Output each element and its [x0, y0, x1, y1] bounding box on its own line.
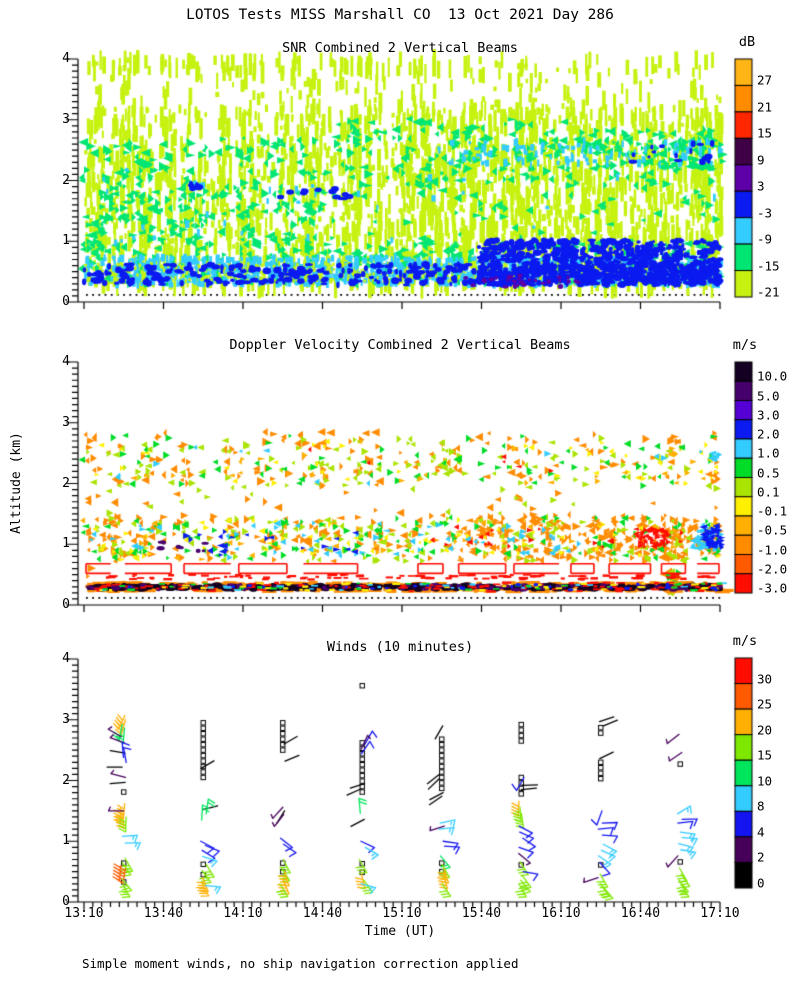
snr-panel-title: SNR Combined 2 Vertical Beams	[282, 40, 518, 56]
colorbar-tick-label: 1.0	[757, 445, 780, 461]
x-tick-label: 13:40	[143, 906, 184, 921]
x-tick-label: 16:10	[541, 906, 581, 921]
x-axis-label: Time (UT)	[364, 924, 436, 939]
snr-colorbar-title: dB	[738, 34, 756, 50]
colorbar-tick-label: -3.0	[757, 580, 788, 596]
winds-panel-title: Winds (10 minutes)	[326, 639, 474, 655]
colorbar-tick-label: 27	[757, 72, 773, 88]
colorbar-tick-label: 20	[757, 722, 773, 738]
colorbar-tick-label: 3	[757, 178, 765, 194]
colorbar-tick-label: 3.0	[757, 407, 780, 423]
x-tick-label: 17:10	[700, 906, 740, 921]
colorbar-tick-label: 21	[757, 99, 773, 115]
colorbar-tick-label: -15	[757, 257, 780, 273]
colorbar-tick-label: -21	[757, 284, 780, 300]
y-tick-label: 4	[62, 651, 70, 667]
colorbar-tick-label: -1.0	[757, 541, 788, 557]
y-tick-label: 2	[62, 772, 70, 788]
x-tick-label: 13:10	[64, 906, 104, 921]
x-tick-label: 16:40	[620, 906, 661, 921]
y-tick-label: 3	[62, 414, 70, 430]
colorbar-tick-label: 30	[757, 670, 773, 686]
colorbar-tick-label: 2	[757, 849, 765, 865]
y-axis-label: Altitude (km)	[9, 432, 25, 534]
colorbar-tick-label: 0.5	[757, 464, 780, 480]
y-tick-label: 0	[62, 294, 70, 310]
y-tick-label: 0	[62, 894, 70, 910]
x-tick-label: 14:40	[302, 906, 343, 921]
colorbar-tick-label: -0.1	[757, 503, 788, 519]
colorbar-tick-label: 10	[757, 773, 773, 789]
colorbar-tick-label: 15	[757, 125, 773, 141]
y-tick-label: 2	[62, 475, 70, 491]
colorbar-tick-label: -2.0	[757, 561, 788, 577]
x-tick-label: 15:10	[382, 906, 422, 921]
y-tick-label: 3	[62, 711, 70, 727]
footer-note: Simple moment winds, no ship navigation correction applied	[82, 956, 519, 971]
doppler-colorbar-title: m/s	[732, 337, 758, 353]
y-tick-label: 1	[62, 536, 70, 552]
colorbar-tick-label: 0.1	[757, 484, 780, 500]
colorbar-tick-label: -3	[757, 205, 773, 221]
colorbar-tick-label: 0	[757, 875, 765, 891]
colorbar-tick-label: -9	[757, 231, 773, 247]
colorbar-tick-label: 15	[757, 747, 773, 763]
x-tick-label: 15:40	[461, 906, 502, 921]
y-tick-label: 4	[62, 51, 70, 67]
colorbar-tick-label: 4	[757, 824, 765, 840]
colorbar-tick-label: 25	[757, 696, 773, 712]
colorbar-tick-label: 9	[757, 152, 765, 168]
x-tick-label: 14:10	[223, 906, 263, 921]
y-tick-label: 1	[62, 833, 70, 849]
colorbar-tick-label: 8	[757, 798, 765, 814]
y-tick-label: 2	[62, 172, 70, 188]
doppler-panel-title: Doppler Velocity Combined 2 Vertical Beams	[229, 337, 571, 353]
y-tick-label: 0	[62, 597, 70, 613]
colorbar-tick-label: 5.0	[757, 387, 780, 403]
colorbar-tick-label: -0.5	[757, 522, 788, 538]
figure-title: LOTOS Tests MISS Marshall CO 13 Oct 2021 Day 286	[186, 7, 614, 23]
y-tick-label: 3	[62, 111, 70, 127]
y-tick-label: 1	[62, 233, 70, 249]
colorbar-tick-label: 2.0	[757, 426, 780, 442]
colorbar-tick-label: 10.0	[757, 368, 788, 384]
y-tick-label: 4	[62, 354, 70, 370]
winds-colorbar-title: m/s	[732, 633, 758, 649]
